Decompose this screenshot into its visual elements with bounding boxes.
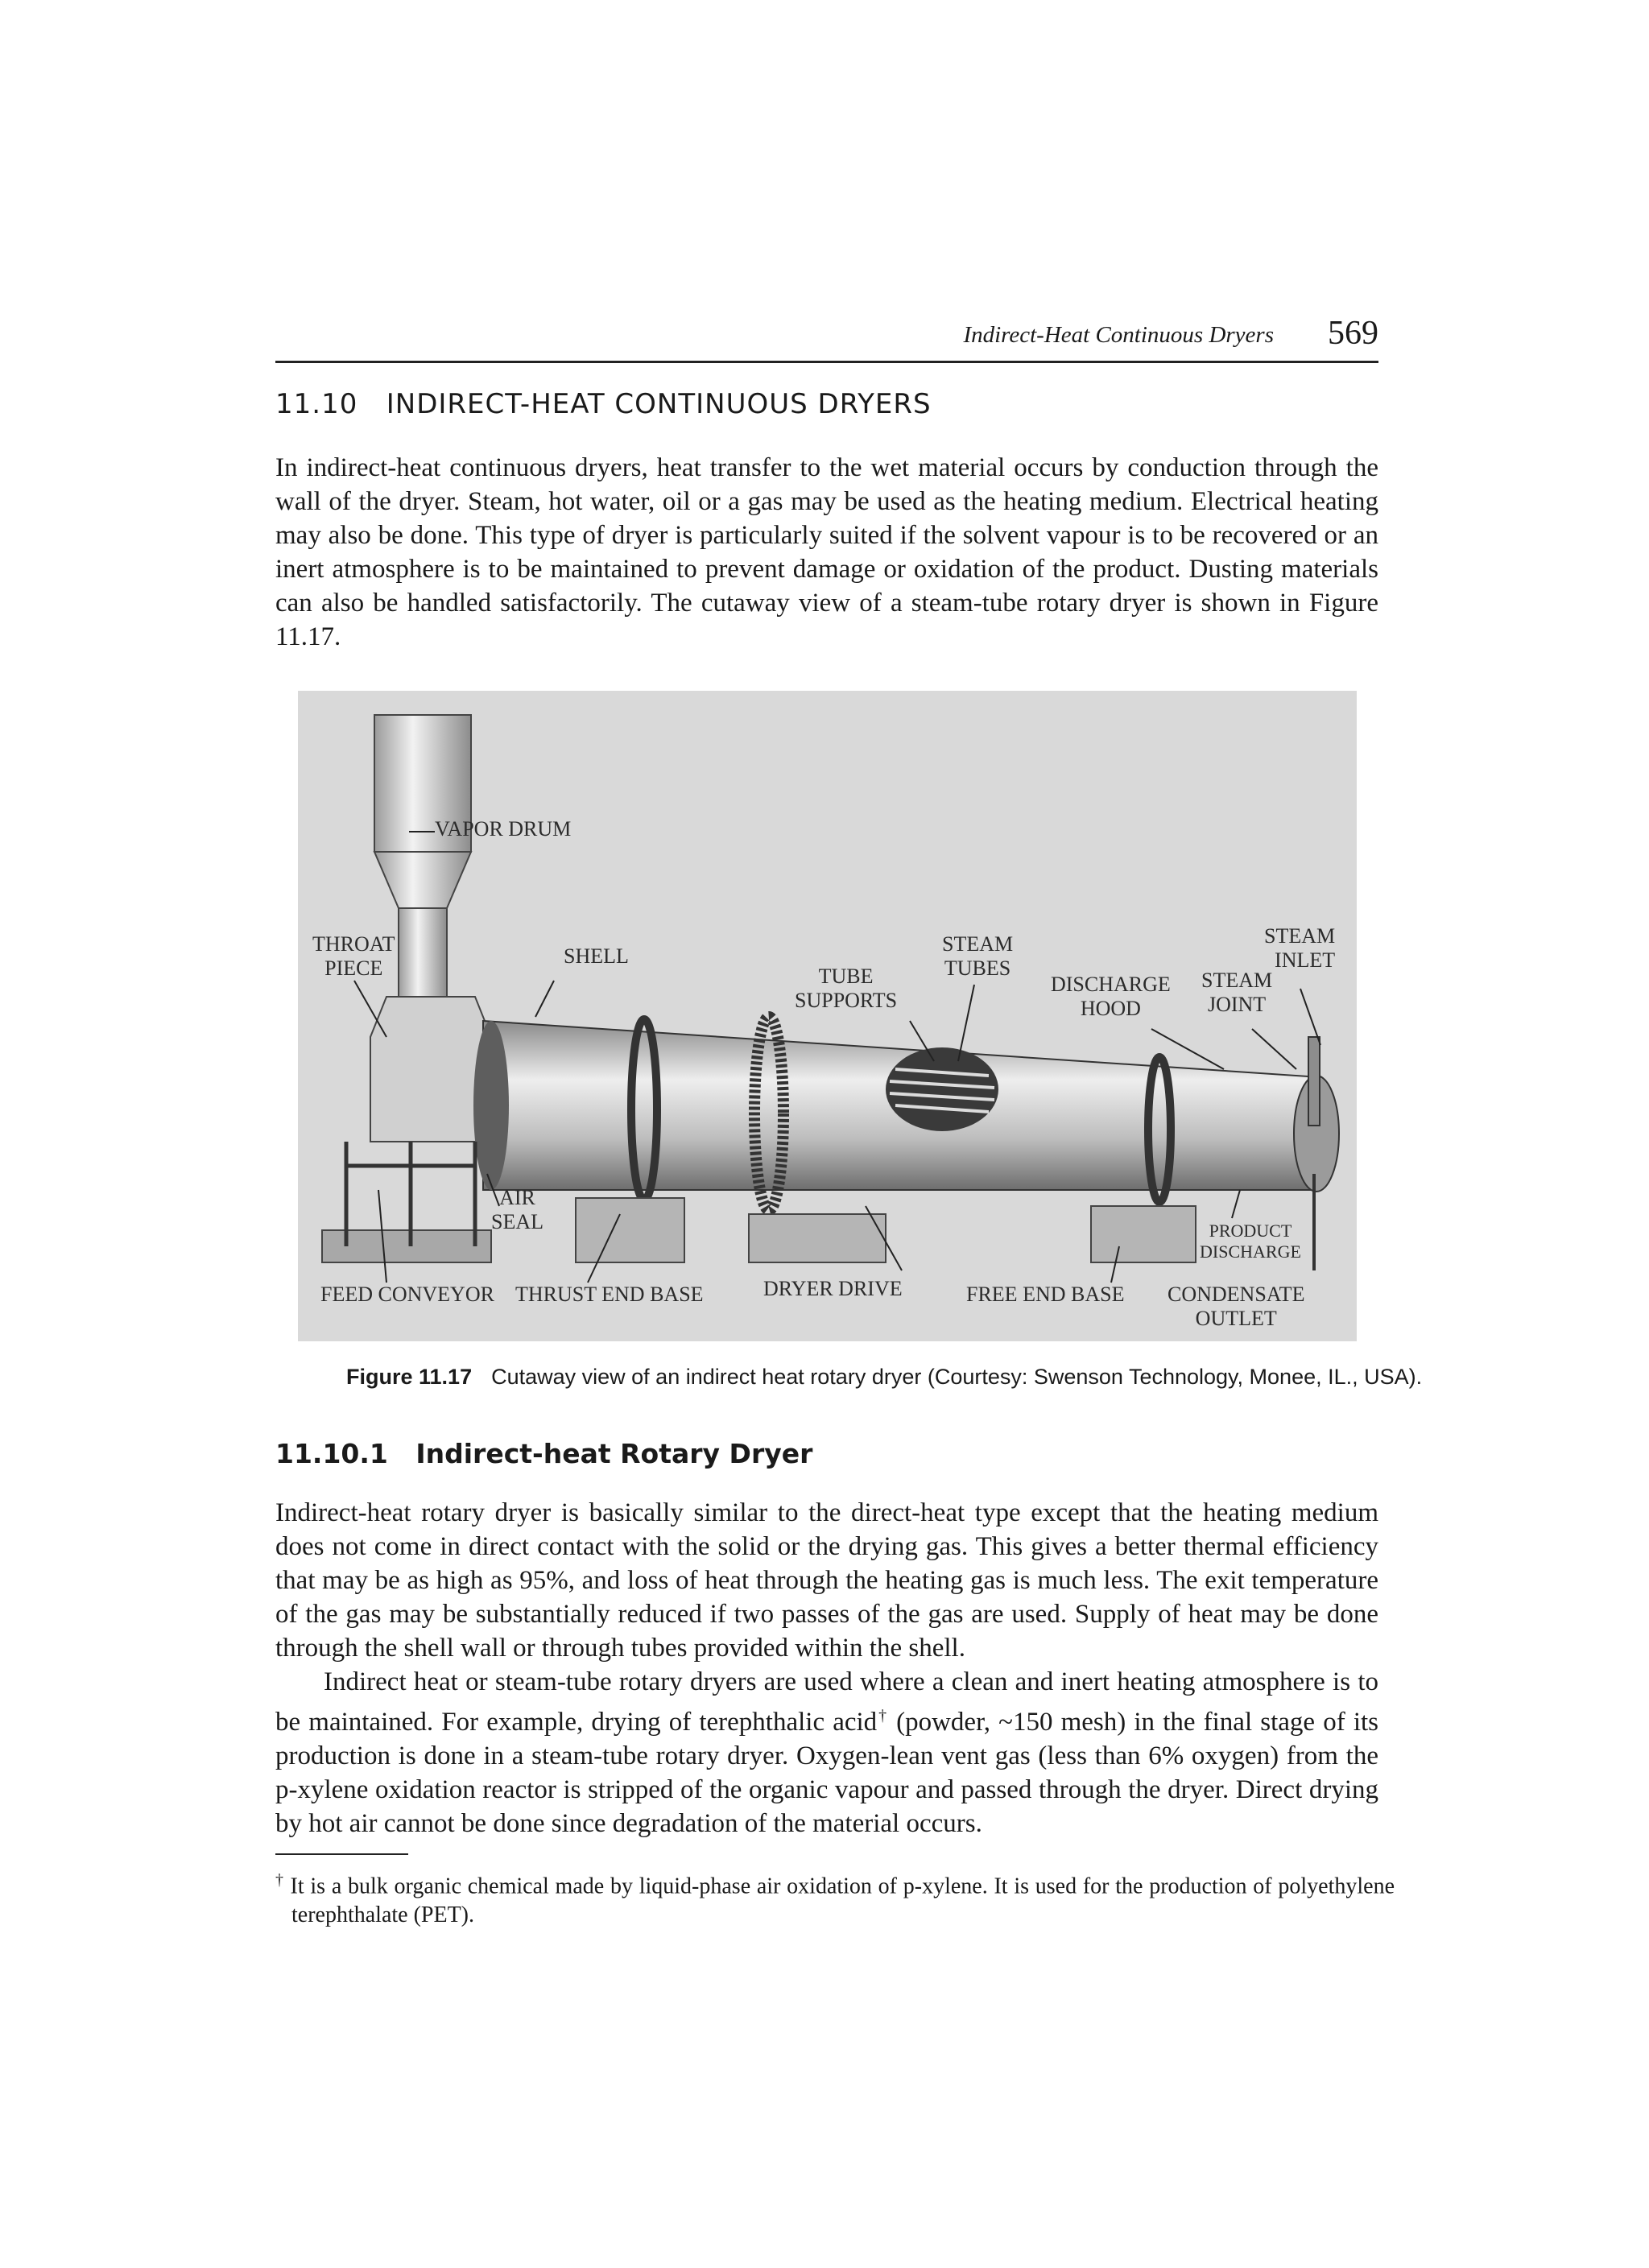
- label-product-discharge: PRODUCT DISCHARGE: [1200, 1221, 1301, 1262]
- label-condensate-outlet: CONDENSATE OUTLET: [1168, 1283, 1305, 1330]
- caption-number: Figure 11.17: [346, 1365, 473, 1389]
- subsection-paragraph-2: [275, 1665, 1378, 1840]
- dagger-mark: †: [877, 1707, 888, 1725]
- label-steam-inlet: STEAM INLET: [1264, 924, 1336, 972]
- section-paragraph: In indirect-heat continuous dryers, heat transfer to the wet material occurs by conduction through the wall of the dryer. Steam, hot water, oil or a gas may be used as the heating medium. Electrical heating may also be done. This type of dryer is particularly suited if the solvent vapour is to be recovered or an inert atmosphere is to be maintained to prevent damage or oxidation of the product. Dusting materials can also be handled satisfactorily. The cutaway view of a steam-tube rotary dryer is shown in Figure 11.17.: [275, 453, 1378, 651]
- footnote-rule: [275, 1853, 408, 1855]
- figure-dryer-cutaway: [298, 691, 1357, 1341]
- label-throat-piece: THROAT PIECE: [312, 932, 395, 980]
- running-title: Indirect-Heat Continuous Dryers: [963, 322, 1274, 348]
- subsection-paragraph-1: Indirect-heat rotary dryer is basically similar to the direct-heat type except that the heating medium does not come in direct contact with the solid or the drying gas. This gives a better thermal efficiency that may be as high as 95%, and loss of heat through the heating gas is much less. The exit temperature of the gas may be substantially reduced if two passes of the gas are used. Supply of heat may be done through the shell wall or through tubes provided within the shell.: [275, 1498, 1378, 1663]
- label-air-seal: AIR SEAL: [491, 1186, 543, 1233]
- label-shell: SHELL: [564, 944, 629, 968]
- paragraph-2-part-a: Indirect heat or steam-tube rotary dryers are used where a clean and inert heating atmosphere is to be maintained. For example, drying of terephthalic acid: [275, 1667, 1378, 1737]
- label-free-end-base: FREE END BASE: [966, 1283, 1125, 1306]
- label-dryer-drive: DRYER DRIVE: [763, 1277, 903, 1300]
- label-steam-tubes: STEAM TUBES: [942, 932, 1014, 980]
- footnote-text: It is a bulk organic chemical made by liquid-phase air oxidation of p-xylene. It is used for the production of polyethylene terephthalate (PET).: [283, 1873, 1395, 1928]
- dryer-illustration: [298, 691, 1357, 1341]
- section-title: 11.10 INDIRECT-HEAT CONTINUOUS DRYERS: [275, 388, 932, 420]
- label-discharge-hood: DISCHARGE HOOD: [1051, 973, 1171, 1020]
- page-header: [275, 315, 1378, 363]
- caption-text: Cutaway view of an indirect heat rotary dryer (Courtesy: Swenson Technology, Monee, IL., USA).: [491, 1365, 1423, 1389]
- figure-caption: [346, 1365, 1422, 1390]
- label-tube-supports: TUBE SUPPORTS: [795, 965, 898, 1012]
- label-thrust-end-base: THRUST END BASE: [515, 1283, 704, 1306]
- page-number: 569: [1328, 315, 1378, 352]
- label-feed-conveyor: FEED CONVEYOR: [320, 1283, 494, 1306]
- footnote: [275, 1865, 1395, 1930]
- subsection-title: 11.10.1 Indirect-heat Rotary Dryer: [275, 1438, 813, 1469]
- label-vapor-drum: VAPOR DRUM: [435, 817, 572, 841]
- paragraph-2-part-b: (powder, ~150 mesh) in the final stage of its production is done in a steam-tube rotary dryer. Oxygen-lean vent gas (less than 6% oxygen) from the p-xylene oxidation reactor is stripped of the organic vapour and passed through the dryer. Direct drying by hot air cannot be done since degradation of the material occurs.: [275, 1708, 1378, 1838]
- label-steam-joint: STEAM JOINT: [1201, 969, 1273, 1016]
- footnote-mark: †: [275, 1871, 284, 1889]
